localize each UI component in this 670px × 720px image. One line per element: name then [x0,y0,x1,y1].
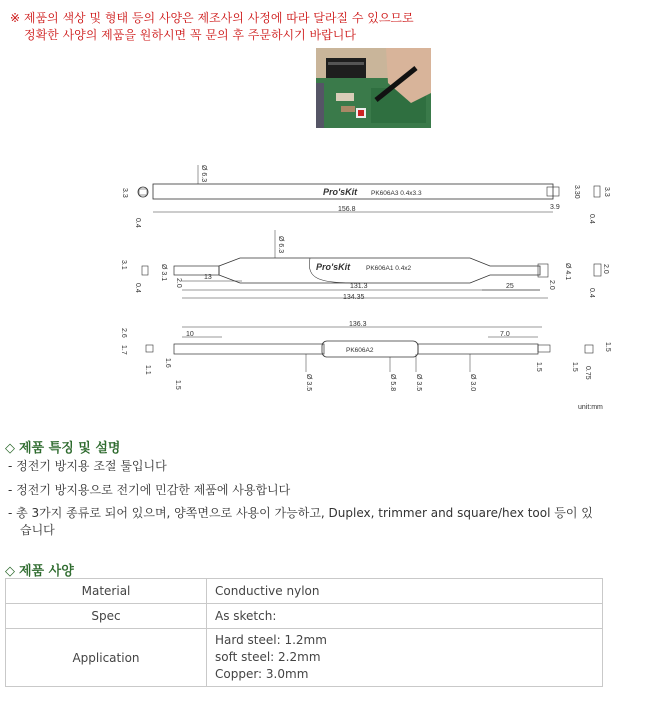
features-title: 제품 특징 및 설명 [19,441,121,456]
feature-item-1: - 정전기 방지용 조절 툴입니다 [8,459,167,473]
tool-pk606a2-drawing [120,321,611,391]
dim-text: 156.8 [338,206,356,213]
dim-text: Ø 4.1 [564,263,571,281]
tool-pk606a3-drawing [121,165,610,228]
specs-heading [5,560,74,579]
table-row [6,579,603,604]
specs-title: 제품 사양 [19,564,74,579]
dim-text: 25 [506,283,514,290]
brand-logo-2: Pro'sKit [316,262,351,272]
spec-key: Material [6,579,207,604]
feature-item-3-cont: 습니다 [20,523,55,537]
dim-text: 7.0 [500,331,510,338]
dim-text: 10 [186,331,194,338]
dim-text: 1.5 [174,380,181,390]
dim-text: 2.0 [602,264,609,274]
dim-text: 3.3 [603,187,610,197]
notice-line-2: 정확한 사양의 제품을 원하시면 꼭 문의 후 주문하시기 바랍니다 [24,28,356,42]
dim-text: 1.7 [120,345,127,355]
tool-pk606a1-label: PK606A1 0.4x2 [366,265,412,272]
dim-text: 3.9 [550,204,560,211]
diamond-icon: ◇ [5,564,15,579]
color-notice [10,10,414,44]
application-line: Hard steel: 1.2mm [215,633,327,647]
dim-text: Ø 6.3 [200,165,207,183]
dim-text: 0.4 [588,288,595,298]
dim-text: 2.0 [548,280,555,290]
dim-text: 136.3 [349,321,367,328]
features-heading [5,437,120,456]
dim-text: 3.3 [121,188,128,198]
table-row [6,629,603,687]
dim-text: 0.75 [584,366,591,380]
table-row [6,604,603,629]
tool-pk606a1-drawing [120,230,609,301]
feature-item-3 [8,505,593,539]
dim-text: 1.1 [144,365,151,375]
dim-text: Ø 3.0 [469,374,476,392]
diamond-icon: ◇ [5,441,15,456]
dim-text: 134.35 [343,294,365,301]
dim-text: Ø 5.8 [389,374,396,392]
notice-line-1: ※ 제품의 색상 및 형태 등의 사양은 제조사의 사정에 따라 달라질 수 있으므로 [10,11,414,25]
dim-text: 0.4 [588,214,595,224]
unit-label: unit:mm [578,404,603,411]
spec-value: As sketch: [207,604,603,629]
tool-pk606a3-label: PK606A3 0.4x3.3 [371,190,422,197]
dim-text: 131.3 [350,283,368,290]
application-line: Copper: 3.0mm [215,667,309,681]
tool-pk606a2-label: PK606A2 [346,347,374,354]
dim-text: 1.5 [571,362,578,372]
product-photo [316,48,431,128]
dim-text: Ø 3.5 [305,374,312,392]
dim-text: 2.0 [175,278,182,288]
application-line: soft steel: 2.2mm [215,650,321,664]
dim-text: 1.5 [535,362,542,372]
dim-text: 13 [204,274,212,281]
dim-text: 2.6 [120,328,127,338]
spec-table [5,578,603,687]
dim-text: Ø 3.5 [415,374,422,392]
dim-text: 3.30 [573,185,580,199]
spec-value: Conductive nylon [207,579,603,604]
dim-text: 1.5 [604,342,611,352]
spec-key: Application [6,629,207,687]
dim-text: Ø 6.3 [277,236,284,254]
dim-text: 1.6 [164,358,171,368]
dim-text: 0.4 [134,283,141,293]
brand-logo-1: Pro'sKit [323,187,358,197]
dim-text: Ø 3.1 [160,264,167,282]
spec-value [207,629,603,687]
feature-item-2: - 정전기 방지용으로 전기에 민감한 제품에 사용합니다 [8,483,291,497]
dim-text: 3.1 [120,260,127,270]
technical-drawing [110,140,620,415]
feature-item-3-line: - 총 3가지 종류로 되어 있으며, 양쪽면으로 사용이 가능하고, Duplex, trimmer and square/hex tool 등이 있 [8,506,593,520]
dim-text: 0.4 [134,218,141,228]
spec-key: Spec [6,604,207,629]
